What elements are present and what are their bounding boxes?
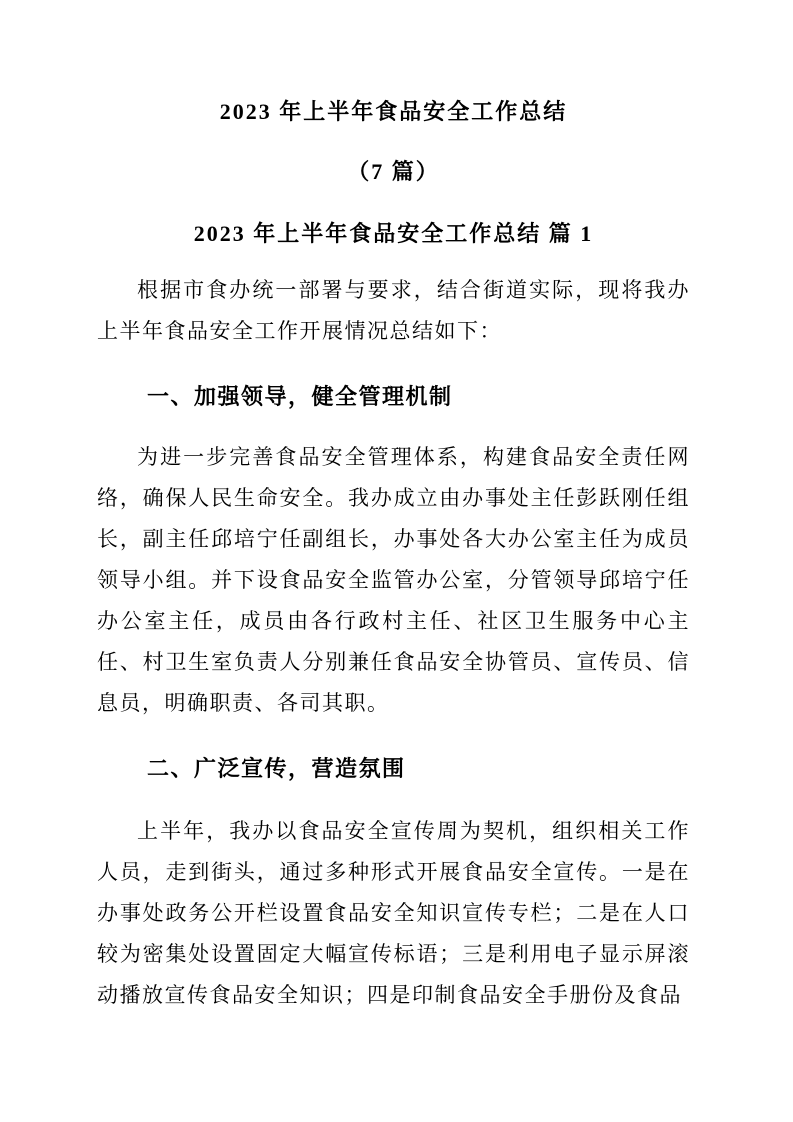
heading-1-leadership: 一、加强领导，健全管理机制 (147, 384, 453, 409)
paragraph-publicity: 上半年，我办以食品安全宣传周为契机，组织相关工作人员，走到街头，通过多种形式开展食品安全宣传。一是在办事处政务公开栏设置食品安全知识宣传专栏；二是在人口较为密集处设置固定大幅宣传标语；三是利用电子显示屏滚动播放宣传食品安全知识；四是印制食品安全手册份及食品 (97, 819, 690, 1007)
paragraph-intro: 根据市食办统一部署与要求，结合街道实际，现将我办上半年食品安全工作开展情况总结如下： (97, 278, 690, 343)
document-subtitle: （7 篇） (347, 159, 440, 184)
heading-2-publicity: 二、广泛宣传，营造氛围 (147, 756, 406, 781)
section-1-title: 2023 年上半年食品安全工作总结 篇 1 (193, 221, 594, 246)
paragraph-leadership: 为进一步完善食品安全管理体系，构建食品安全责任网络，确保人民生命安全。我办成立由办事处主任彭跃刚任组长，副主任邱培宁任副组长，办事处各大办公室主任为成员领导小组。并下设食品安全监管办公室，分管领导邱培宁任办公室主任，成员由各行政村主任、社区卫生服务中心主任、村卫生室负责人分别兼任食品安全协管员、宣传员、信息员，明确职责、各司其职。 (97, 445, 690, 715)
document-title: 2023 年上半年食品安全工作总结 (219, 99, 568, 124)
